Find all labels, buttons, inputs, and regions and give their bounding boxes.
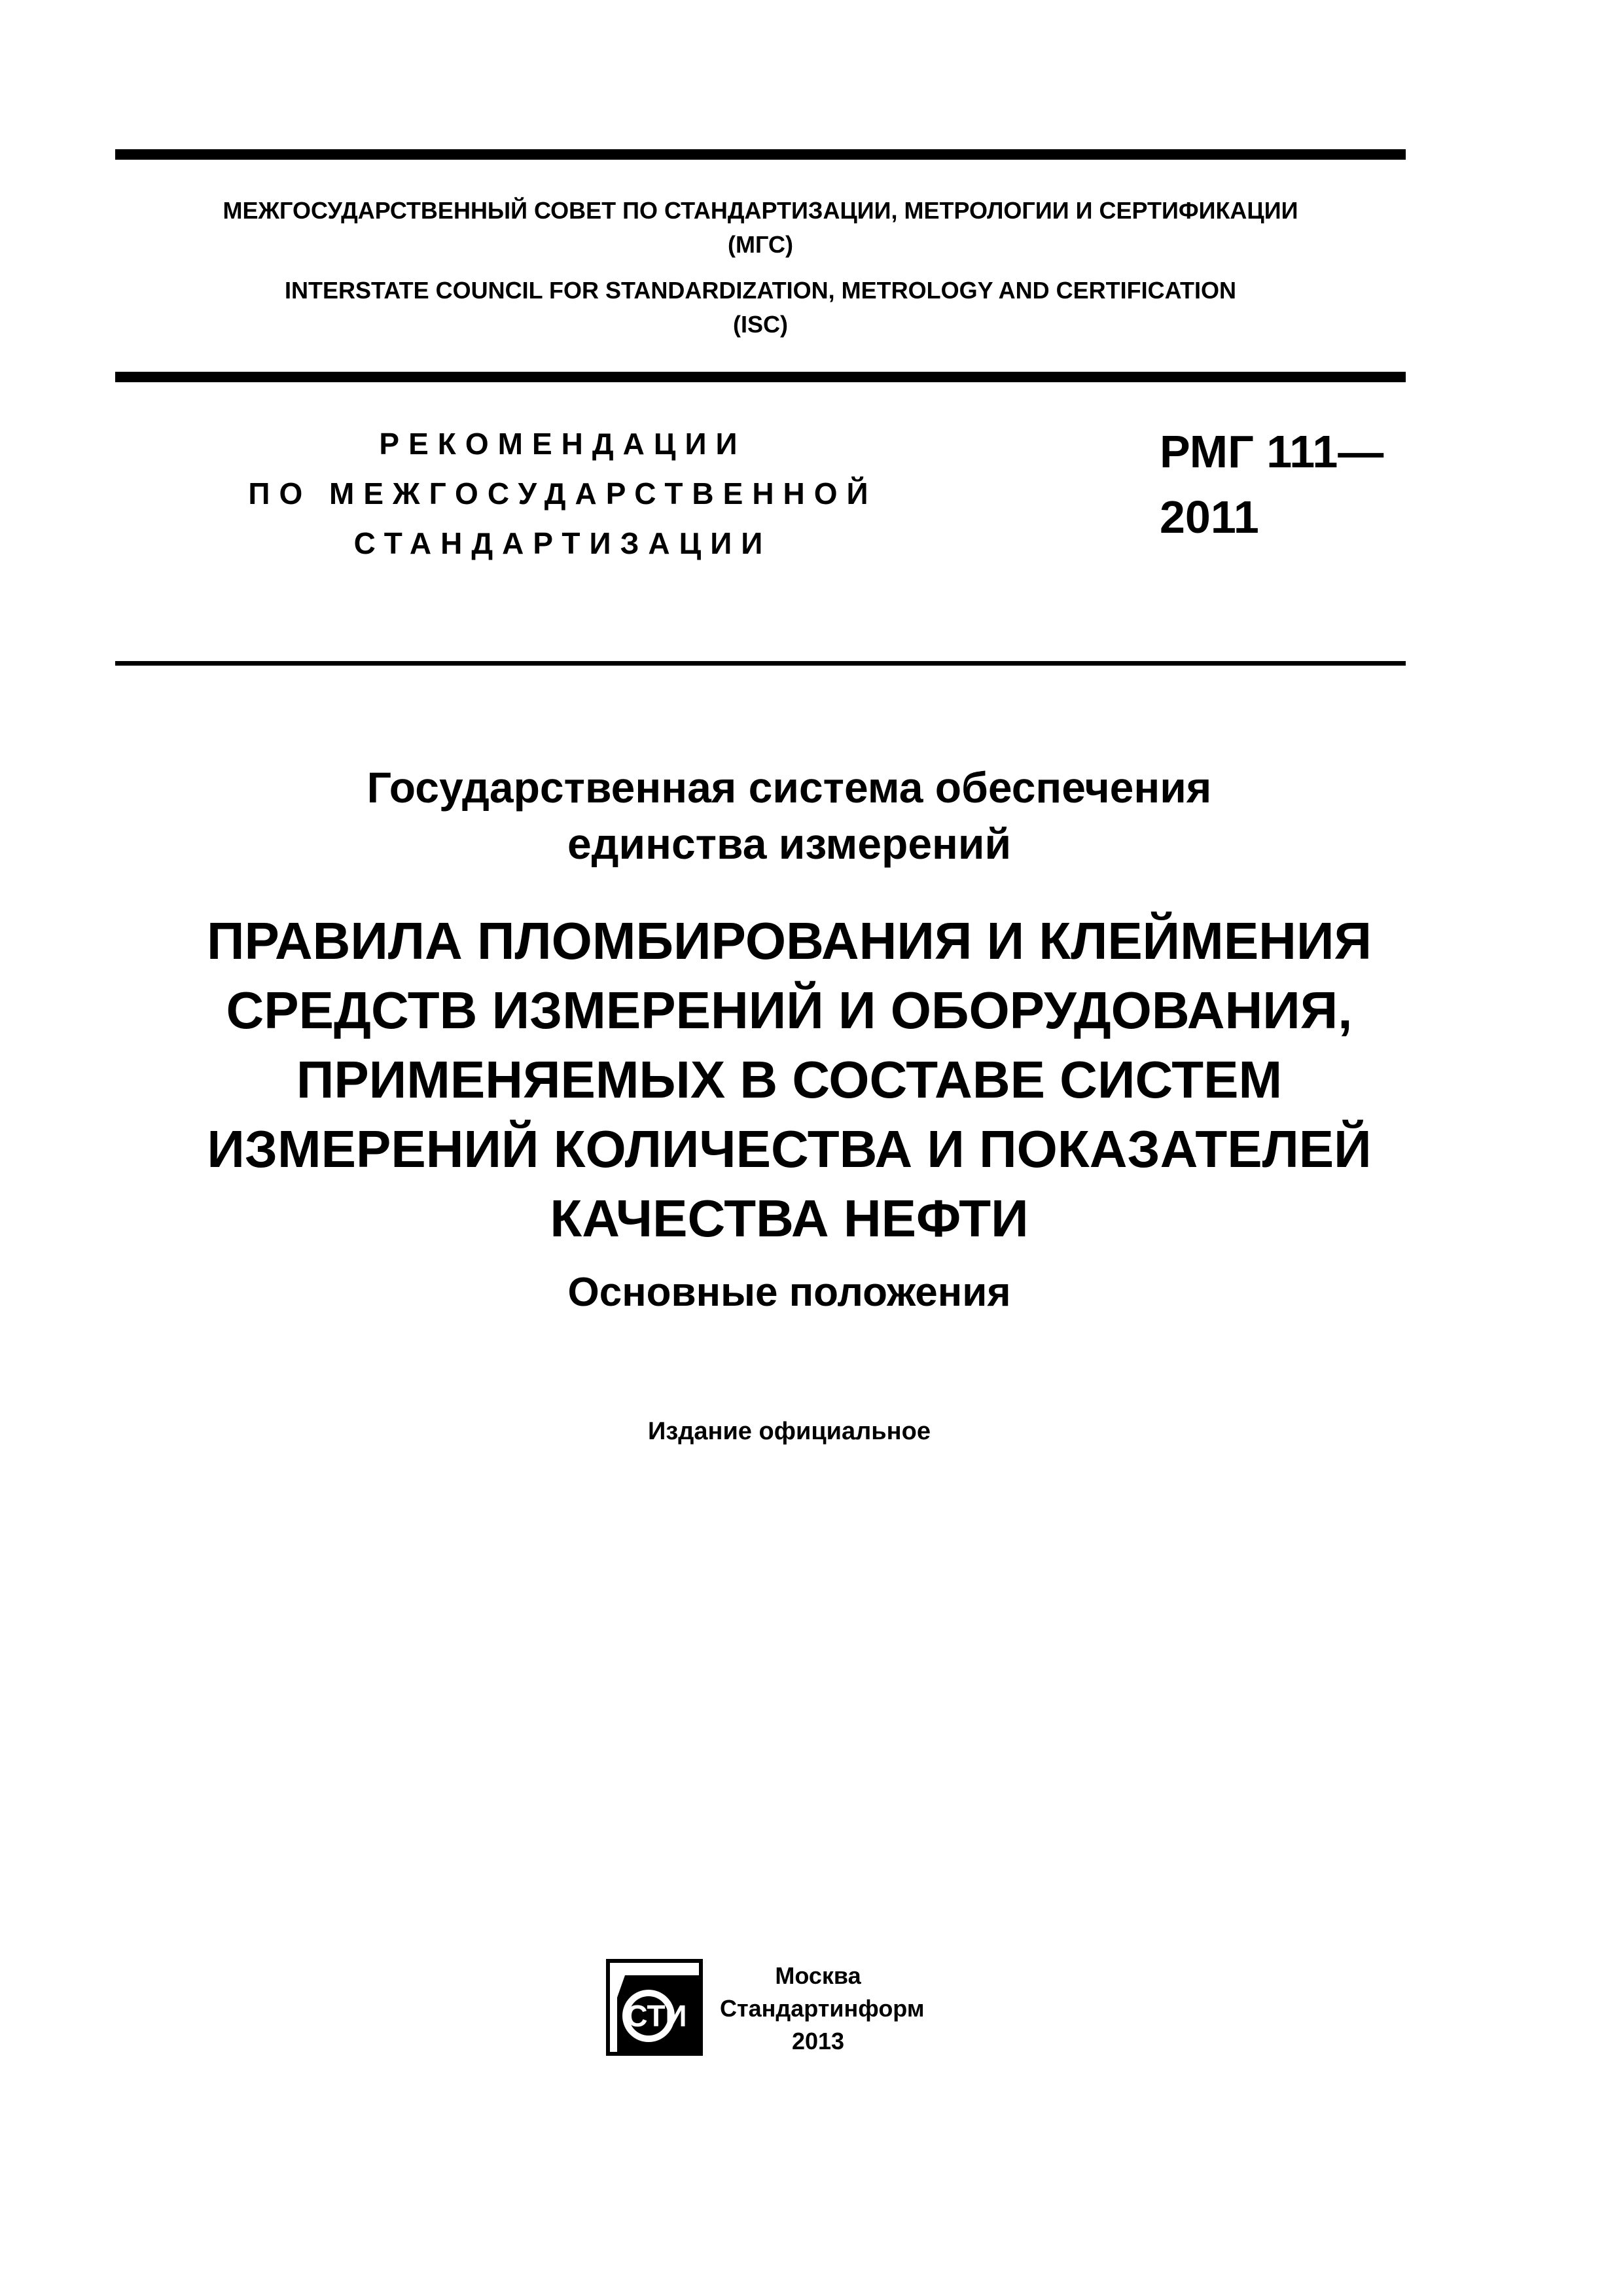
thin-rule — [115, 661, 1406, 666]
top-rule — [115, 149, 1406, 160]
document-subtitle — [115, 759, 1463, 872]
logo-text: СТИ — [626, 1999, 687, 2033]
edition-label: Издание официальное — [648, 1418, 931, 1445]
council-en — [115, 274, 1406, 342]
document-code-year: 2011 — [1160, 492, 1259, 543]
middle-rule — [115, 372, 1406, 382]
document-code — [1160, 419, 1435, 550]
document-type-line: СТАНДАРТИЗАЦИИ — [353, 526, 772, 560]
council-ru-name: МЕЖГОСУДАРСТВЕННЫЙ СОВЕТ ПО СТАНДАРТИЗАЦИИ, МЕТРОЛОГИИ И СЕРТИФИКАЦИИ — [223, 197, 1298, 224]
title-line: ИЗМЕРЕНИЙ КОЛИЧЕСТВА И ПОКАЗАТЕЛЕЙ — [207, 1120, 1372, 1178]
document-section: Основные положения — [567, 1270, 1011, 1315]
document-type-line: ПО МЕЖГОСУДАРСТВЕННОЙ — [248, 476, 878, 511]
document-type — [196, 419, 929, 568]
publisher-block — [720, 1960, 925, 2058]
publisher-city: Москва — [775, 1962, 861, 1989]
document-type-line: РЕКОМЕНДАЦИИ — [379, 427, 747, 461]
subtitle-line: Государственная система обеспечения — [366, 763, 1212, 812]
publisher-year: 2013 — [791, 2028, 845, 2054]
document-code-number: РМГ 111— — [1160, 426, 1384, 477]
title-line: ПРИМЕНЯЕМЫХ В СОСТАВЕ СИСТЕМ — [296, 1050, 1283, 1109]
standartinform-logo-icon — [605, 1958, 704, 2056]
title-line: ПРАВИЛА ПЛОМБИРОВАНИЯ И КЛЕЙМЕНИЯ — [207, 912, 1372, 970]
title-line: КАЧЕСТВА НЕФТИ — [550, 1189, 1029, 1247]
council-ru — [115, 194, 1406, 262]
title-line: СРЕДСТВ ИЗМЕРЕНИЙ И ОБОРУДОВАНИЯ, — [226, 981, 1353, 1039]
council-en-name: INTERSTATE COUNCIL FOR STANDARDIZATION, METROLOGY AND CERTIFICATION — [285, 277, 1236, 304]
publisher-name: Стандартинформ — [720, 1995, 925, 2022]
council-ru-abbr: (МГС) — [728, 231, 793, 258]
document-title — [115, 906, 1463, 1253]
subtitle-line: единства измерений — [567, 819, 1012, 868]
council-en-abbr: (ISC) — [733, 311, 788, 338]
